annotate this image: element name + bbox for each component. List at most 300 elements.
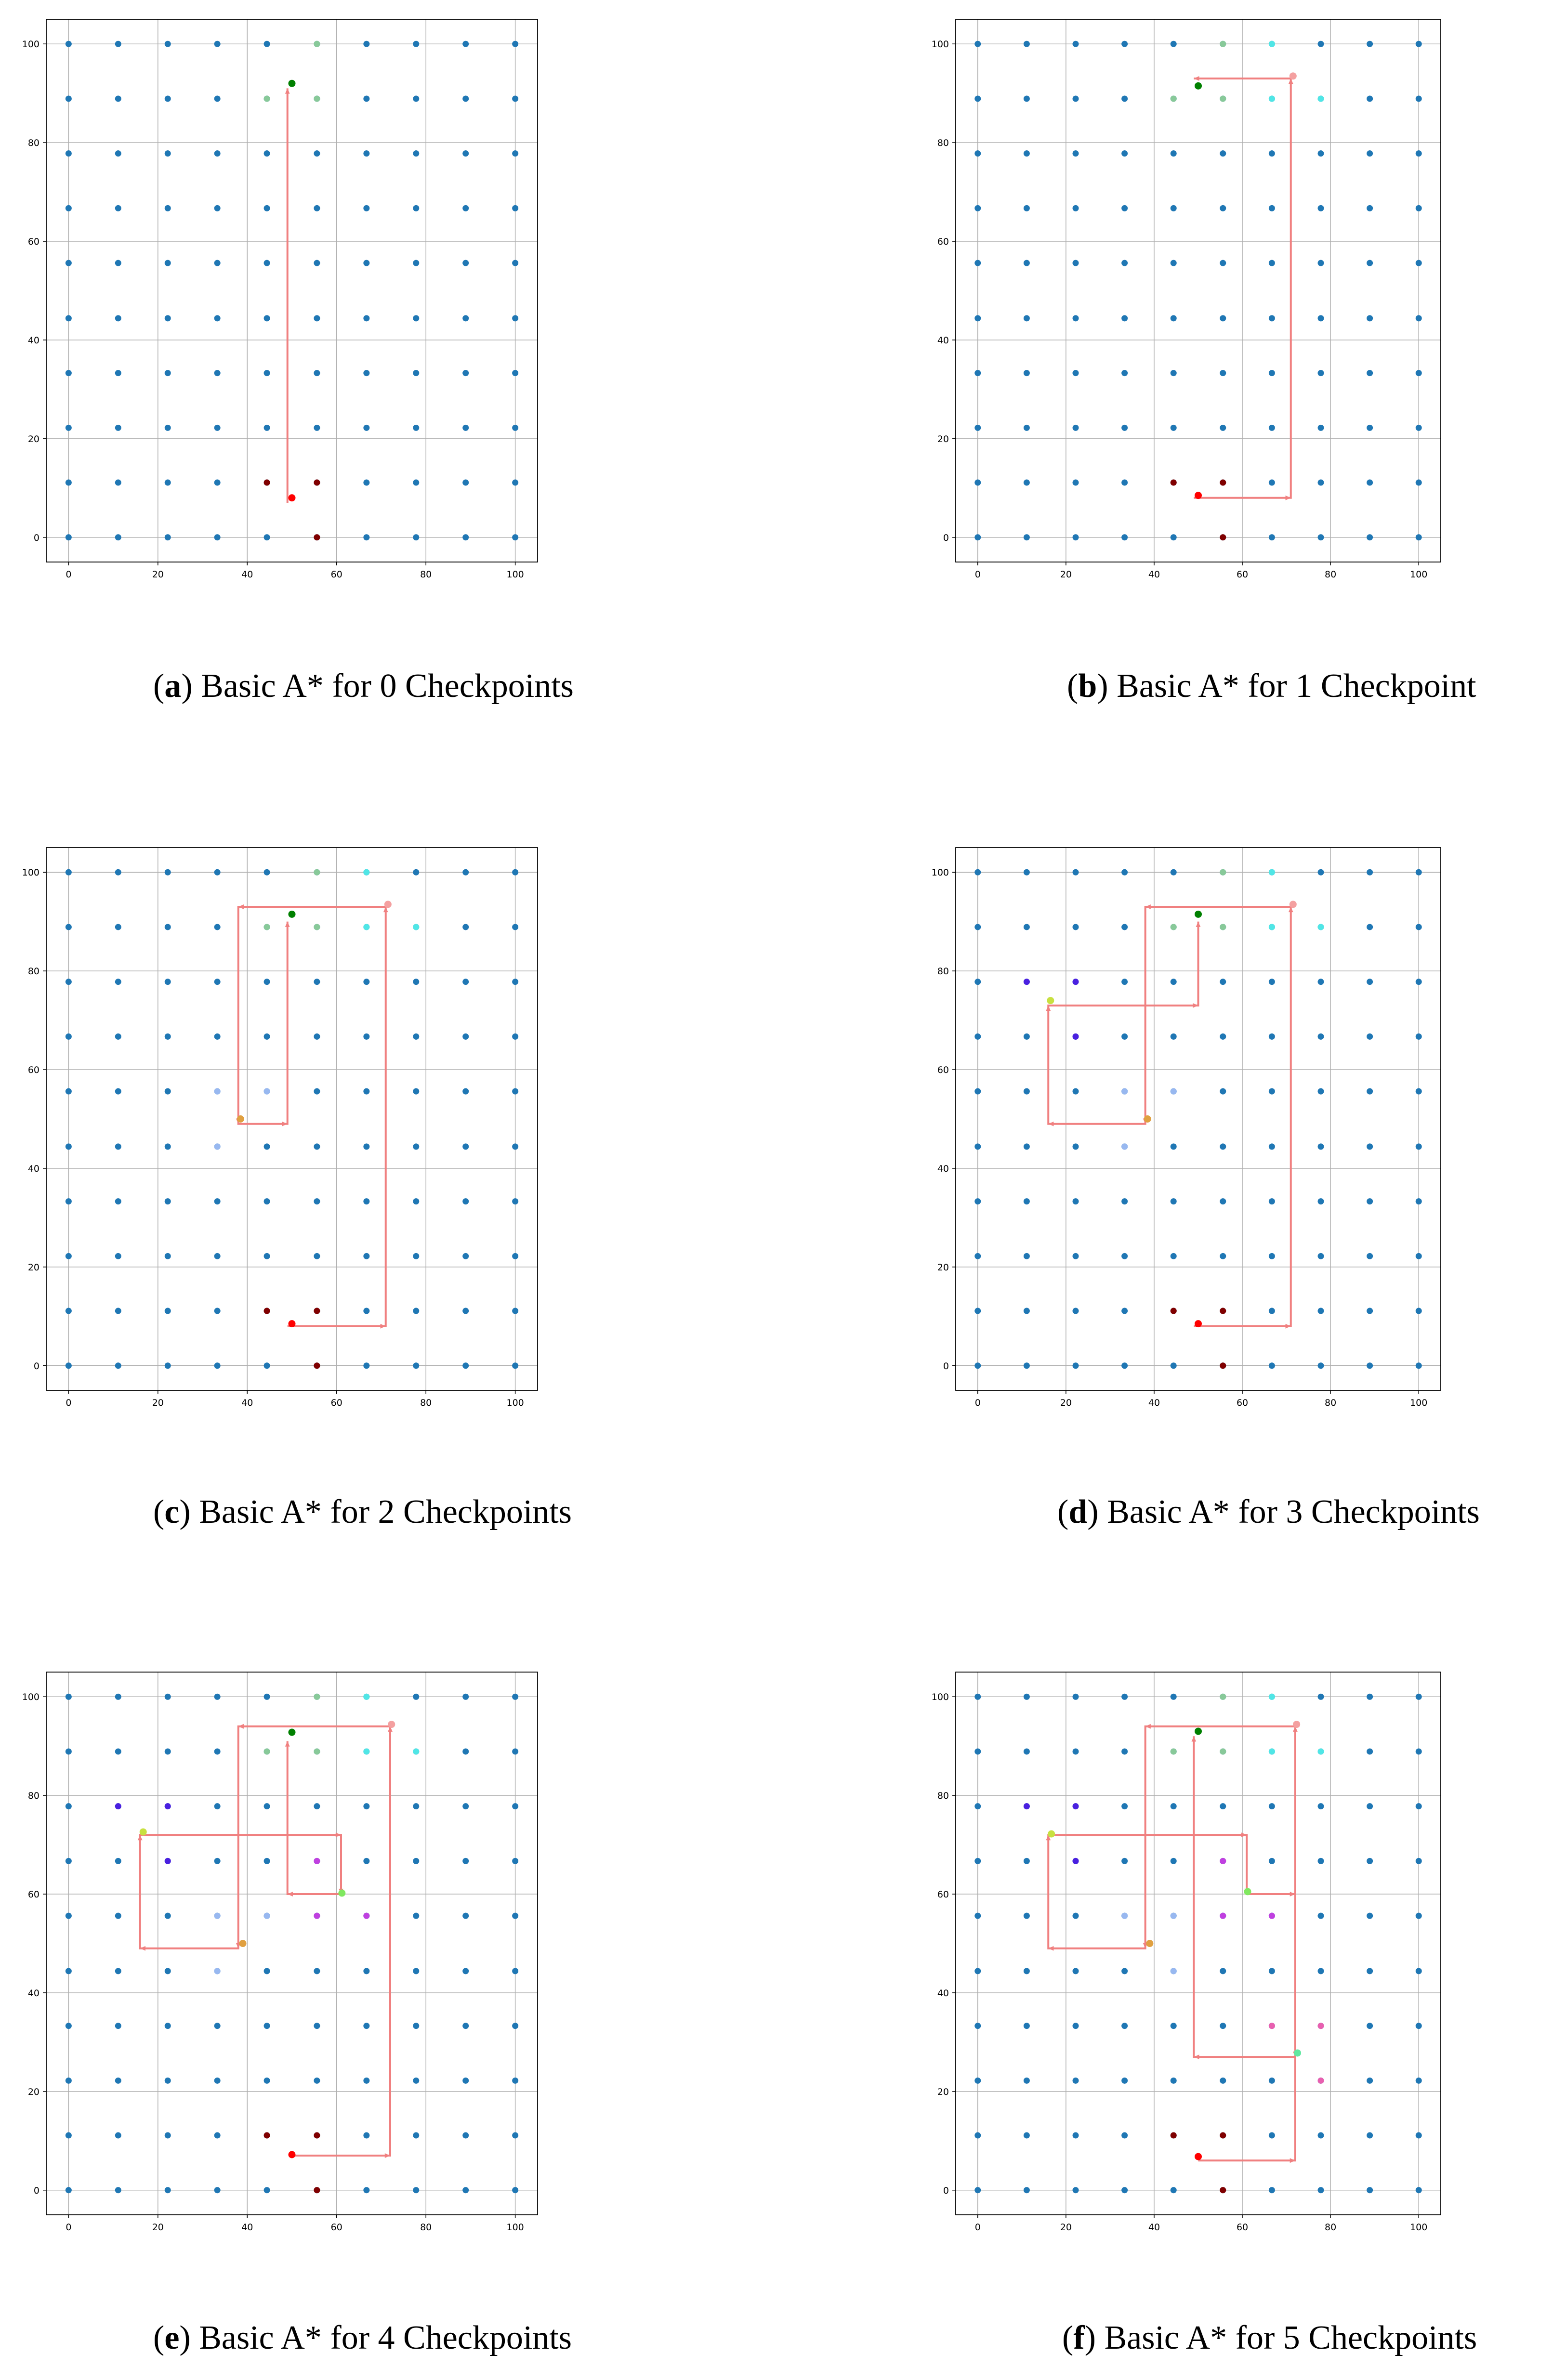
grid-node	[974, 924, 981, 930]
grid-node	[512, 260, 518, 266]
grid-node	[1317, 1362, 1324, 1369]
highlighted-node	[1220, 1748, 1226, 1754]
grid-node	[1220, 1803, 1226, 1809]
grid-node	[1220, 1033, 1226, 1040]
start-point	[289, 1320, 296, 1327]
highlighted-node	[1171, 1968, 1177, 1974]
y-tick-label: 100	[931, 1692, 949, 1703]
grid-node	[1317, 1198, 1324, 1204]
x-tick-label: 40	[1148, 1398, 1160, 1408]
caption-d: (d) Basic A* for 3 Checkpoints	[1057, 1493, 1480, 1530]
grid-node	[462, 1143, 469, 1150]
grid-node	[264, 315, 270, 321]
grid-node	[462, 869, 469, 876]
grid-node	[1367, 425, 1373, 431]
goal-point	[289, 1728, 296, 1736]
grid-node	[512, 370, 518, 376]
highlighted-node	[1171, 924, 1177, 930]
grid-node	[974, 1803, 981, 1809]
grid-node	[1024, 1143, 1030, 1150]
highlighted-node	[1171, 1088, 1177, 1095]
grid-node	[1416, 1858, 1422, 1864]
grid-node	[1121, 95, 1128, 102]
grid-node	[314, 205, 320, 211]
highlighted-node	[1269, 1913, 1275, 1919]
grid-node	[1171, 260, 1177, 266]
highlighted-node	[1171, 95, 1177, 102]
grid-node	[413, 1913, 419, 1919]
grid-node	[1367, 480, 1373, 486]
grid-node	[1367, 1803, 1373, 1809]
grid-node	[115, 534, 121, 540]
grid-node	[264, 1198, 270, 1204]
x-tick-label: 60	[1236, 2222, 1249, 2233]
grid-node	[1073, 480, 1079, 486]
grid-node	[1269, 1033, 1275, 1040]
x-tick-label: 100	[506, 2222, 524, 2233]
grid-node	[974, 1362, 981, 1369]
highlighted-node	[1317, 924, 1324, 930]
y-tick-label: 60	[937, 1889, 949, 1900]
y-tick-label: 80	[937, 138, 949, 149]
grid-node	[115, 2132, 121, 2139]
grid-node	[1073, 2132, 1079, 2139]
grid-node	[1220, 979, 1226, 985]
grid-node	[1121, 1308, 1128, 1314]
grid-node	[512, 2078, 518, 2084]
grid-node	[363, 150, 369, 157]
grid-node	[314, 2023, 320, 2029]
grid-node	[214, 1198, 221, 1204]
start-point	[289, 494, 296, 501]
highlighted-node	[314, 2187, 320, 2193]
grid-node	[1416, 1913, 1422, 1919]
grid-node	[974, 1308, 981, 1314]
x-tick-label: 40	[241, 1398, 253, 1408]
grid-node	[363, 2132, 369, 2139]
highlighted-node	[264, 95, 270, 102]
highlighted-node	[363, 869, 369, 876]
grid-node	[314, 1253, 320, 1259]
grid-node	[1416, 260, 1422, 266]
grid-node	[1269, 1803, 1275, 1809]
grid-node	[363, 1362, 369, 1369]
y-tick-label: 0	[943, 2185, 949, 2196]
caption-e: (e) Basic A* for 4 Checkpoints	[153, 2319, 572, 2356]
highlighted-node	[1171, 2132, 1177, 2139]
grid-node	[413, 1858, 419, 1864]
grid-node	[1416, 41, 1422, 47]
grid-node	[165, 1198, 171, 1204]
grid-node	[1121, 924, 1128, 930]
grid-node	[512, 1198, 518, 1204]
grid-node	[413, 869, 419, 876]
grid-node	[165, 315, 171, 321]
grid-node	[363, 1143, 369, 1150]
grid-node	[1416, 1748, 1422, 1754]
grid-node	[66, 1308, 72, 1314]
grid-node	[1317, 979, 1324, 985]
grid-node	[66, 1694, 72, 1700]
highlighted-node	[1121, 1088, 1128, 1095]
grid-node	[413, 1308, 419, 1314]
caption-letter: e	[164, 2319, 180, 2356]
grid-node	[66, 534, 72, 540]
grid-node	[462, 534, 469, 540]
x-tick-label: 20	[152, 1398, 164, 1408]
checkpoint-point	[1293, 1721, 1300, 1728]
grid-node	[214, 315, 221, 321]
grid-node	[413, 2187, 419, 2193]
grid-node	[1024, 1858, 1030, 1864]
grid-node	[314, 1033, 320, 1040]
y-tick-label: 40	[937, 1988, 949, 1999]
grid-node	[66, 1362, 72, 1369]
highlighted-node	[314, 924, 320, 930]
grid-node	[1073, 1748, 1079, 1754]
grid-node	[214, 425, 221, 431]
grid-node	[264, 1362, 270, 1369]
grid-node	[1317, 1143, 1324, 1150]
grid-node	[66, 315, 72, 321]
grid-node	[1171, 1362, 1177, 1369]
grid-node	[413, 425, 419, 431]
highlighted-node	[314, 480, 320, 486]
checkpoint-point	[1294, 2049, 1301, 2056]
grid-node	[66, 95, 72, 102]
grid-node	[1024, 1694, 1030, 1700]
grid-node	[1121, 2132, 1128, 2139]
grid-node	[1416, 1803, 1422, 1809]
highlighted-node	[1171, 1748, 1177, 1754]
x-tick-label: 100	[1410, 569, 1428, 580]
grid-node	[1269, 150, 1275, 157]
grid-node	[264, 1033, 270, 1040]
grid-node	[264, 2023, 270, 2029]
grid-node	[1171, 979, 1177, 985]
y-tick-label: 60	[937, 1065, 949, 1076]
grid-node	[1024, 869, 1030, 876]
highlighted-node	[1317, 2023, 1324, 2029]
grid-node	[363, 1968, 369, 1974]
grid-node	[462, 1033, 469, 1040]
checkpoint-point	[384, 901, 392, 908]
y-tick-label: 40	[27, 335, 39, 346]
grid-node	[264, 1968, 270, 1974]
grid-node	[974, 1253, 981, 1259]
grid-node	[1416, 2023, 1422, 2029]
grid-node	[413, 1033, 419, 1040]
grid-node	[1171, 2023, 1177, 2029]
grid-node	[66, 425, 72, 431]
grid-node	[363, 95, 369, 102]
grid-node	[115, 2023, 121, 2029]
goal-point	[289, 80, 296, 87]
grid-node	[462, 924, 469, 930]
grid-node	[974, 370, 981, 376]
grid-node	[115, 41, 121, 47]
x-tick-label: 0	[66, 1398, 72, 1408]
grid-node	[314, 425, 320, 431]
grid-node	[1416, 1308, 1422, 1314]
highlighted-node	[314, 41, 320, 47]
grid-node	[264, 1253, 270, 1259]
grid-node	[1171, 1143, 1177, 1150]
grid-node	[512, 425, 518, 431]
highlighted-node	[1171, 1308, 1177, 1314]
grid-node	[1317, 869, 1324, 876]
grid-node	[363, 1088, 369, 1095]
highlighted-node	[314, 2132, 320, 2139]
highlighted-node	[1073, 1803, 1079, 1809]
highlighted-node	[1269, 924, 1275, 930]
grid-node	[1024, 480, 1030, 486]
grid-node	[1416, 1198, 1422, 1204]
grid-node	[214, 534, 221, 540]
grid-node	[1121, 480, 1128, 486]
highlighted-node	[165, 1858, 171, 1864]
start-point	[1195, 2153, 1202, 2160]
grid-node	[1317, 1694, 1324, 1700]
grid-node	[214, 150, 221, 157]
grid-node	[1024, 1033, 1030, 1040]
highlighted-node	[1269, 1748, 1275, 1754]
grid-node	[1367, 2023, 1373, 2029]
caption-f: (f) Basic A* for 5 Checkpoints	[1062, 2319, 1477, 2356]
grid-node	[1317, 1308, 1324, 1314]
highlighted-node	[1220, 1858, 1226, 1864]
x-tick-label: 100	[506, 569, 524, 580]
grid-node	[115, 1858, 121, 1864]
grid-node	[1317, 41, 1324, 47]
grid-node	[363, 315, 369, 321]
grid-node	[1024, 1362, 1030, 1369]
x-tick-label: 60	[330, 2222, 342, 2233]
grid-node	[1416, 1033, 1422, 1040]
grid-node	[1024, 1913, 1030, 1919]
grid-node	[1416, 2132, 1422, 2139]
grid-node	[1416, 480, 1422, 486]
grid-node	[1073, 315, 1079, 321]
grid-node	[1121, 2078, 1128, 2084]
caption-text: Basic A* for 1 Checkpoint	[1117, 667, 1476, 705]
y-tick-label: 0	[943, 532, 949, 543]
grid-node	[363, 260, 369, 266]
highlighted-node	[1024, 979, 1030, 985]
grid-node	[165, 425, 171, 431]
grid-node	[1367, 2078, 1373, 2084]
grid-node	[1367, 1694, 1373, 1700]
grid-node	[264, 534, 270, 540]
grid-node	[462, 260, 469, 266]
y-tick-label: 0	[33, 2185, 39, 2196]
grid-node	[264, 150, 270, 157]
grid-node	[214, 2078, 221, 2084]
grid-node	[462, 1968, 469, 1974]
checkpoint-point	[1290, 72, 1297, 79]
grid-node	[512, 1033, 518, 1040]
grid-node	[1073, 924, 1079, 930]
grid-node	[264, 41, 270, 47]
highlighted-node	[1317, 2078, 1324, 2084]
grid-node	[314, 370, 320, 376]
grid-node	[462, 1694, 469, 1700]
grid-node	[1171, 150, 1177, 157]
grid-node	[1367, 150, 1373, 157]
grid-node	[115, 1198, 121, 1204]
grid-node	[1073, 205, 1079, 211]
grid-node	[1416, 534, 1422, 540]
grid-node	[363, 370, 369, 376]
grid-node	[1073, 1362, 1079, 1369]
grid-node	[1073, 1088, 1079, 1095]
grid-node	[66, 1858, 72, 1864]
grid-node	[1317, 315, 1324, 321]
grid-node	[165, 2132, 171, 2139]
highlighted-node	[363, 1748, 369, 1754]
grid-node	[66, 41, 72, 47]
x-tick-label: 80	[1325, 2222, 1337, 2233]
grid-node	[462, 2187, 469, 2193]
y-tick-label: 20	[27, 433, 39, 445]
highlighted-node	[1220, 95, 1226, 102]
grid-node	[264, 1803, 270, 1809]
grid-node	[115, 1308, 121, 1314]
highlighted-node	[1220, 480, 1226, 486]
grid-node	[413, 2132, 419, 2139]
grid-node	[66, 1968, 72, 1974]
x-tick-label: 40	[1148, 2222, 1160, 2233]
grid-node	[66, 924, 72, 930]
grid-node	[214, 1748, 221, 1754]
grid-node	[413, 150, 419, 157]
grid-node	[66, 205, 72, 211]
x-tick-label: 60	[330, 1398, 342, 1408]
grid-node	[974, 2187, 981, 2193]
grid-node	[413, 1968, 419, 1974]
grid-node	[165, 2078, 171, 2084]
caption-letter: b	[1078, 667, 1097, 705]
grid-node	[165, 205, 171, 211]
grid-node	[974, 1694, 981, 1700]
grid-node	[1121, 1858, 1128, 1864]
highlighted-node	[1220, 1308, 1226, 1314]
y-tick-label: 40	[937, 1163, 949, 1174]
grid-node	[1416, 425, 1422, 431]
x-tick-label: 60	[330, 569, 342, 580]
grid-node	[314, 979, 320, 985]
grid-node	[974, 979, 981, 985]
grid-node	[165, 41, 171, 47]
grid-node	[115, 1968, 121, 1974]
checkpoint-point	[1047, 997, 1054, 1004]
grid-node	[165, 2187, 171, 2193]
grid-node	[512, 95, 518, 102]
caption-text: Basic A* for 0 Checkpoints	[201, 667, 574, 705]
grid-node	[1269, 2078, 1275, 2084]
checkpoint-point	[338, 1889, 345, 1896]
grid-node	[1024, 2023, 1030, 2029]
highlighted-node	[1269, 41, 1275, 47]
grid-node	[1367, 534, 1373, 540]
y-tick-label: 100	[22, 1692, 39, 1703]
grid-node	[214, 2132, 221, 2139]
grid-node	[1024, 95, 1030, 102]
grid-node	[974, 1968, 981, 1974]
grid-node	[314, 260, 320, 266]
grid-node	[974, 869, 981, 876]
grid-node	[1269, 480, 1275, 486]
highlighted-node	[1171, 480, 1177, 486]
y-axis	[22, 867, 46, 1372]
grid-node	[1367, 1308, 1373, 1314]
grid-node	[462, 2132, 469, 2139]
grid-node	[1121, 1803, 1128, 1809]
checkpoint-point	[1244, 1888, 1251, 1895]
highlighted-node	[1220, 2187, 1226, 2193]
grid-node	[1367, 1088, 1373, 1095]
grid-node	[1220, 1088, 1226, 1095]
grid-node	[413, 41, 419, 47]
grid-node	[462, 2078, 469, 2084]
grid-node	[1416, 924, 1422, 930]
x-tick-label: 60	[1236, 569, 1249, 580]
grid-node	[1073, 425, 1079, 431]
grid-node	[1024, 1968, 1030, 1974]
scatter-plot	[915, 0, 1460, 596]
grid-node	[66, 2132, 72, 2139]
highlighted-node	[214, 1088, 221, 1095]
grid-node	[264, 2078, 270, 2084]
y-tick-label: 100	[22, 867, 39, 878]
highlighted-node	[1073, 979, 1079, 985]
x-tick-label: 40	[1148, 569, 1160, 580]
grid-node	[314, 1968, 320, 1974]
grid-node	[1220, 1143, 1226, 1150]
x-tick-label: 20	[152, 569, 164, 580]
grid-node	[115, 1748, 121, 1754]
checkpoint-point	[237, 1115, 244, 1123]
grid-node	[1317, 2187, 1324, 2193]
grid-node	[264, 2187, 270, 2193]
grid-node	[1220, 260, 1226, 266]
grid-node	[115, 924, 121, 930]
caption-c: (c) Basic A* for 2 Checkpoints	[153, 1493, 572, 1530]
grid-node	[1416, 1088, 1422, 1095]
grid-node	[1073, 2187, 1079, 2193]
grid-node	[974, 1033, 981, 1040]
grid-node	[1269, 1968, 1275, 1974]
grid-node	[1269, 425, 1275, 431]
grid-node	[264, 260, 270, 266]
highlighted-node	[1073, 1033, 1079, 1040]
y-tick-label: 80	[27, 138, 39, 149]
highlighted-node	[314, 95, 320, 102]
grid-node	[1220, 425, 1226, 431]
grid-node	[512, 2132, 518, 2139]
grid-node	[363, 425, 369, 431]
highlighted-node	[1269, 95, 1275, 102]
grid-node	[66, 1033, 72, 1040]
grid-node	[66, 260, 72, 266]
grid-node	[1269, 534, 1275, 540]
x-tick-label: 100	[1410, 1398, 1428, 1408]
grid-node	[1121, 150, 1128, 157]
grid-node	[1121, 2023, 1128, 2029]
grid-node	[1317, 1968, 1324, 1974]
y-tick-label: 100	[931, 39, 949, 50]
grid-node	[165, 1308, 171, 1314]
